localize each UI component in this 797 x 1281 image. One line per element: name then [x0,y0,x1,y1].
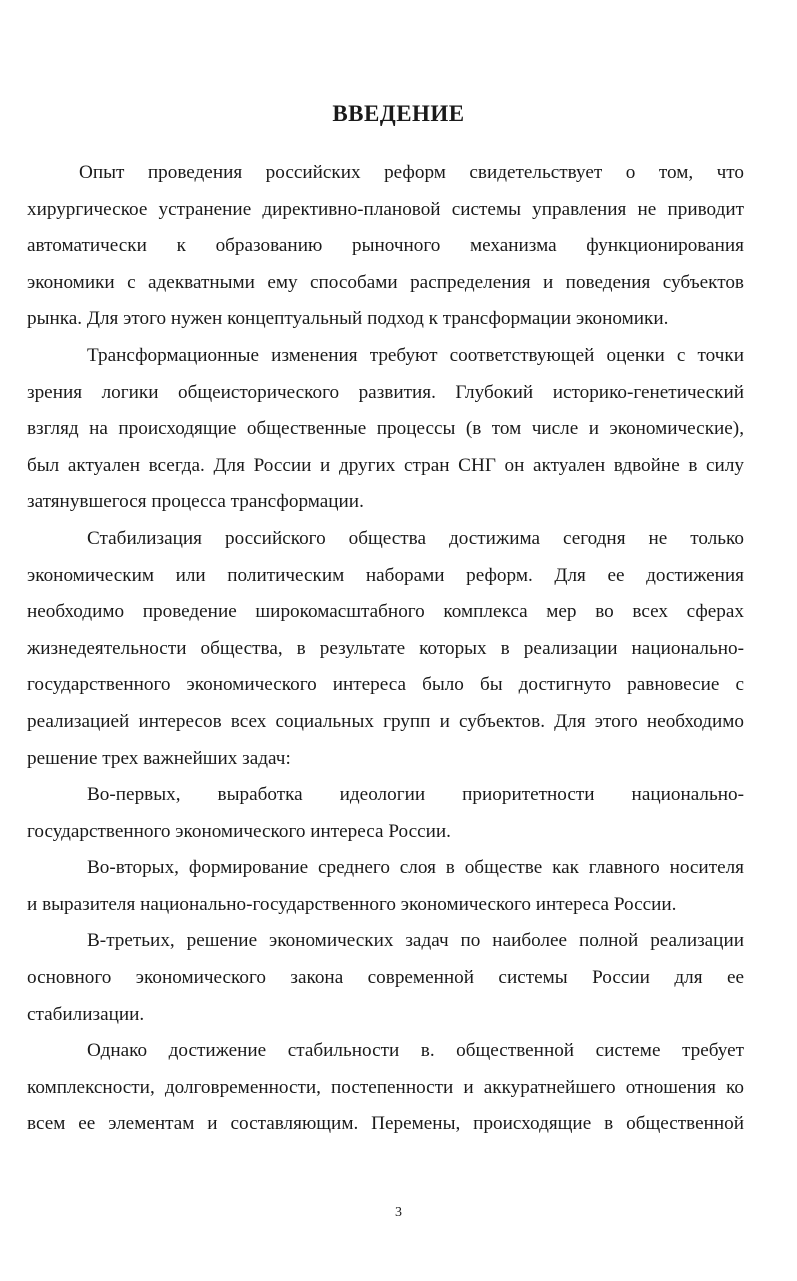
text-line: автоматически к образованию рыночного механизма функционирования [27,235,744,257]
text-line: Во-вторых, формирование среднего слоя в обществе как главного носителя [87,857,744,879]
text-line: В-третьих, решение экономических задач по наиболее полной реализации [87,930,744,952]
text-line: жизнедеятельности общества, в результате которых в реализации национально- [27,637,744,659]
text-line: государственного экономического интереса России. [27,820,451,842]
text-line: Стабилизация российского общества достижима сегодня не только [87,527,744,549]
text-line: экономическим или политическим наборами реформ. Для ее достижения [27,564,744,586]
text-line: решение трех важнейших задач: [27,747,291,769]
text-line: затянувшегося процесса трансформации. [27,491,364,513]
text-line: Однако достижение стабильности в. общественной системе требует [87,1040,744,1062]
text-line: Во-первых, выработка идеологии приоритетности национально- [87,784,744,806]
page-number: 3 [395,1205,402,1220]
text-line: всем ее элементам и составляющим. Перемены, происходящие в общественной [27,1113,744,1135]
body-text [27,155,744,1143]
text-line: был актуален всегда. Для России и других стран СНГ он актуален вдвойне в силу [27,454,744,476]
text-line: и выразителя национально-государственного экономического интереса России. [27,893,677,915]
text-line: государственного экономического интереса было бы достигнуто равновесие с [27,674,744,696]
text-line: необходимо проведение широкомасштабного комплекса мер во всех сферах [27,601,744,623]
page-title: ВВЕДЕНИЕ [332,101,465,126]
text-line: рынка. Для этого нужен концептуальный подход к трансформации экономики. [27,308,669,330]
text-line: зрения логики общеисторического развития. Глубокий историко-генетический [27,381,744,403]
text-line: взгляд на происходящие общественные процессы (в том числе и экономические), [27,418,744,440]
text-line: реализацией интересов всех социальных групп и субъектов. Для этого необходимо [27,710,744,732]
text-line: экономики с адекватными ему способами распределения и поведения субъектов [27,271,744,293]
text-line: Трансформационные изменения требуют соответствующей оценки с точки [87,344,744,366]
text-line: Опыт проведения российских реформ свидетельствует о том, что [79,162,744,183]
text-line: комплексности, долговременности, постепенности и аккуратнейшего отношения ко [27,1076,744,1098]
text-line: стабилизации. [27,1003,145,1025]
text-line: хирургическое устранение директивно-плановой системы управления не приводит [27,198,744,220]
text-line: основного экономического закона современной системы России для ее [27,967,744,989]
